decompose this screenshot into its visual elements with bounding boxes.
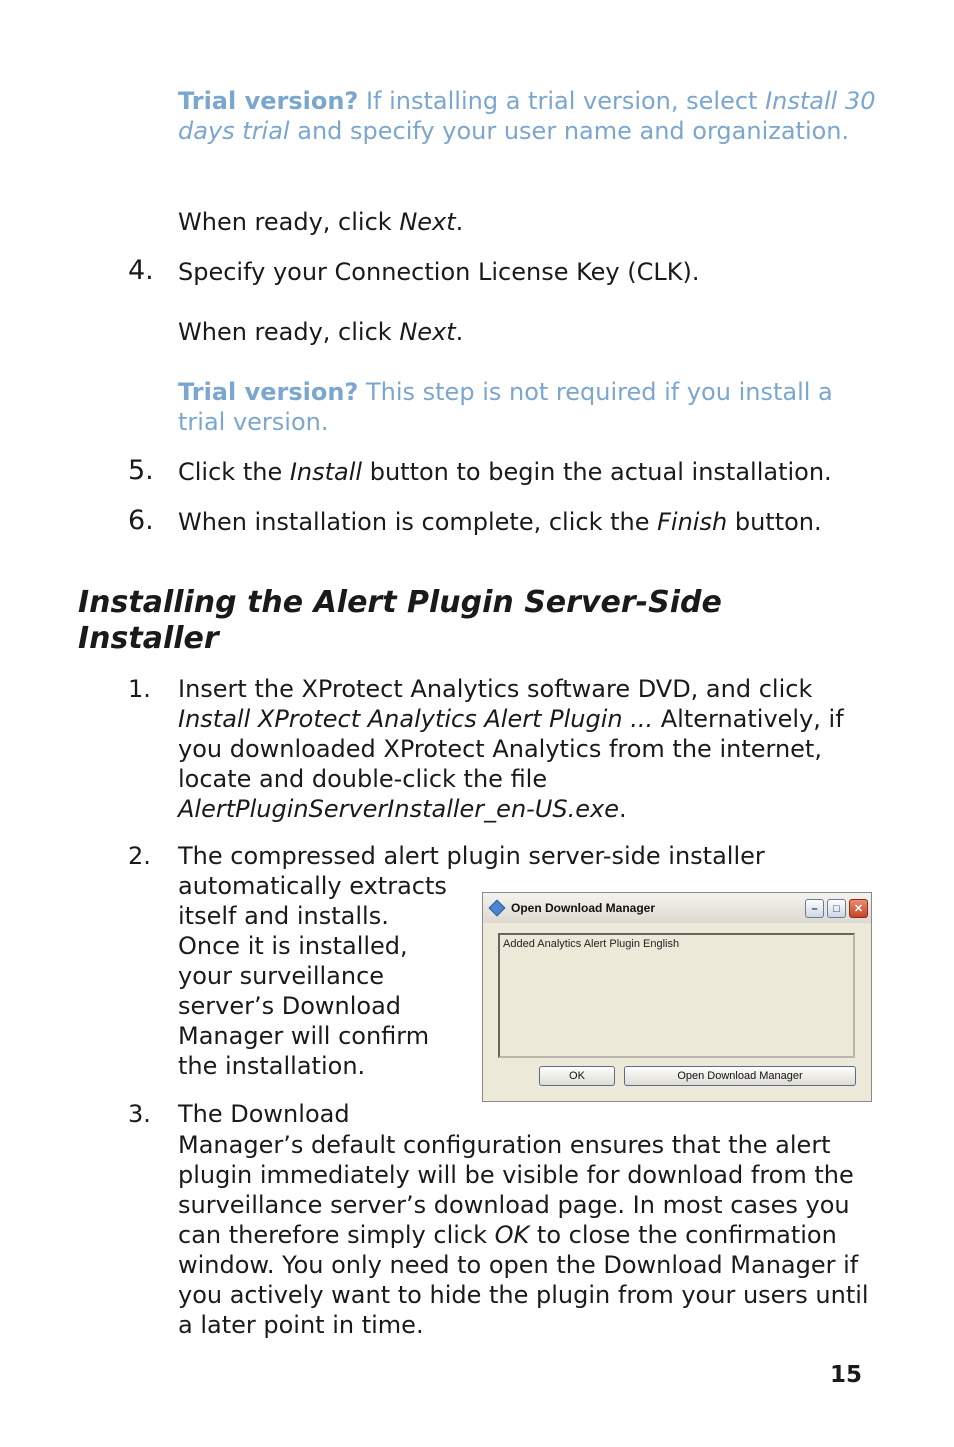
- dialog-title-bar: [483, 893, 871, 923]
- step-number: 2.: [128, 842, 151, 870]
- minimize-icon[interactable]: –: [805, 899, 824, 918]
- trial-note: Trial version? If installing a trial version, select Install 30 days trial and specify your user name and organization.: [178, 87, 876, 145]
- dialog-message: Added Analytics Alert Plugin English: [503, 938, 680, 950]
- maximize-icon[interactable]: □: [827, 899, 846, 918]
- ok-button[interactable]: OK: [539, 1066, 615, 1086]
- step-number: 5.: [128, 455, 154, 486]
- step-number: 1.: [128, 675, 151, 703]
- download-manager-dialog: [482, 892, 872, 1102]
- close-icon[interactable]: ✕: [849, 899, 868, 918]
- trial-label: Trial version?: [178, 87, 359, 115]
- dialog-title: Open Download Manager: [511, 901, 656, 915]
- install-step-1-text: Insert the XProtect Analytics software DVD, and click Install XProtect Analytics Alert Plugin ... Alternatively, if you downloaded XProtect Analytics from the internet, locate and double-click the file AlertPluginServerInstaller_en-US.exe.: [178, 675, 844, 823]
- section-heading: Installing the Alert Plugin Server-Side Installer: [78, 585, 722, 656]
- step-number: 3.: [128, 1100, 151, 1128]
- ready-text: When ready, click Next.: [178, 318, 464, 346]
- install-step-2-wrap: automatically extracts itself and installs. Once it is installed, your surveillance server’s Download Manager will confirm the installation.: [178, 872, 447, 1080]
- step-number: 6.: [128, 505, 154, 536]
- trial-note: Trial version? This step is not required if you install a trial version.: [178, 378, 833, 436]
- install-step-3-text: The Download: [178, 1100, 350, 1128]
- open-download-manager-button[interactable]: Open Download Manager: [624, 1066, 856, 1086]
- install-step-3-body: Manager’s default configuration ensures that the alert plugin immediately will be visible for download from the surveillance server’s download page. In most cases you can therefore simply click OK to close the confirmation window. You only need to open the Download Manager if you actively want to hide the plugin from your users until a later point in time.: [178, 1131, 869, 1339]
- step-5-text: Click the Install button to begin the actual installation.: [178, 458, 832, 486]
- page-number: 15: [830, 1362, 863, 1388]
- step-6-text: When installation is complete, click the Finish button.: [178, 508, 822, 536]
- step-number: 4.: [128, 255, 154, 286]
- ready-text: When ready, click Next.: [178, 208, 464, 236]
- step-4-text: Specify your Connection License Key (CLK).: [178, 258, 700, 286]
- install-step-2-text: The compressed alert plugin server-side installer: [178, 842, 765, 870]
- dialog-message-area: [498, 933, 855, 1058]
- app-icon: [489, 900, 506, 917]
